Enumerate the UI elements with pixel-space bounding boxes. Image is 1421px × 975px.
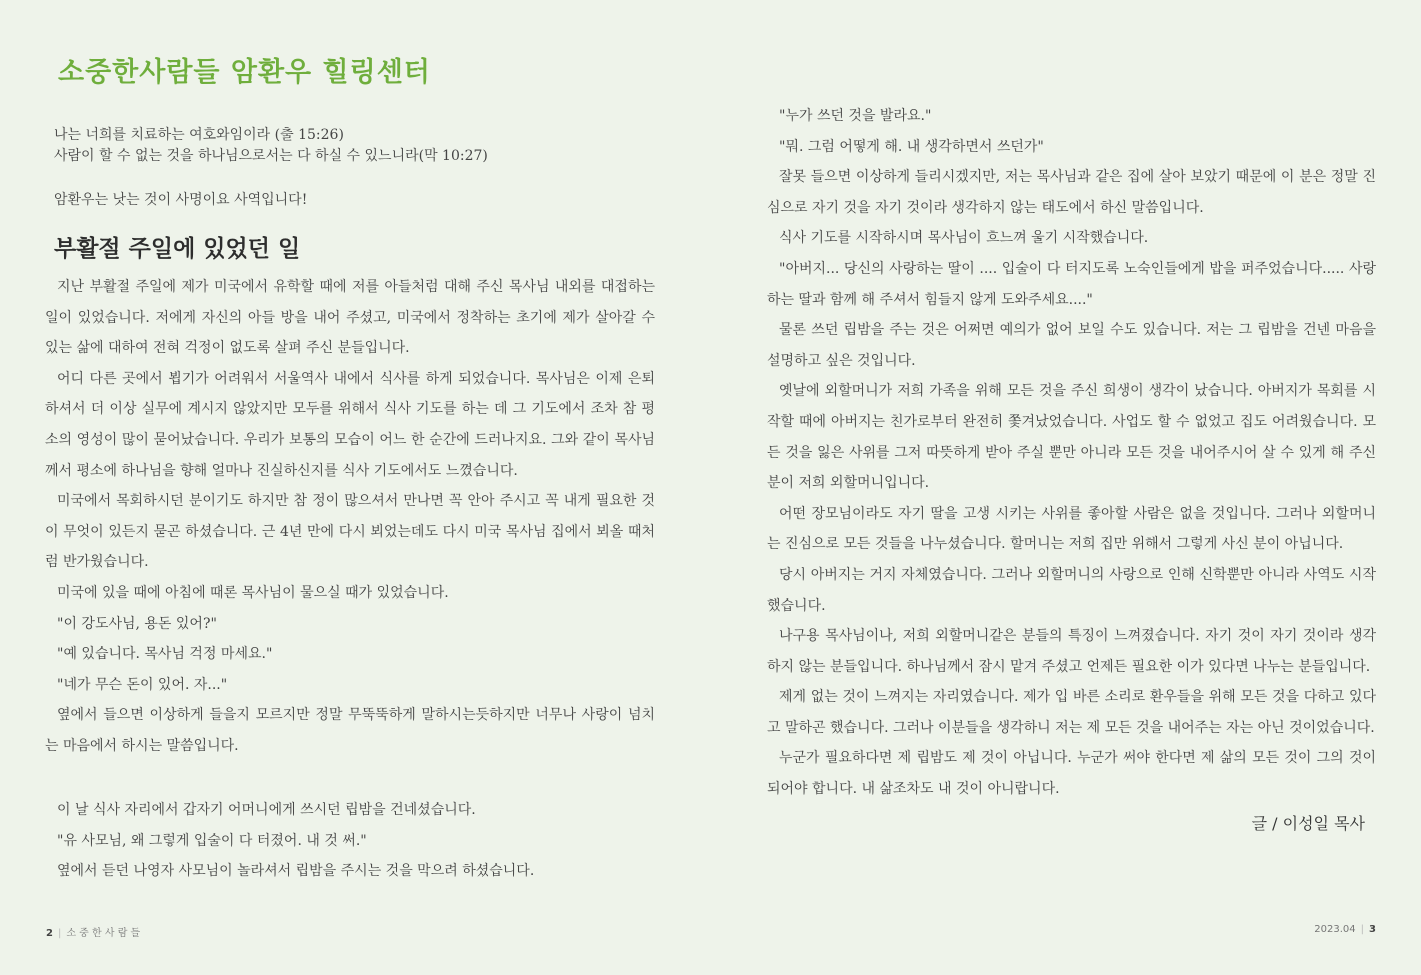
page-footer [46, 924, 140, 939]
paragraph: 나구용 목사님이나, 저희 외할머니같은 분들의 특징이 느껴졌습니다. 자기 것이 자기 것이라 생각하지 않는 분들입니다. 하나님께서 잠시 맡겨 주셨고 언제든 필요한 이가 있다면 나누는 분들입니다. [767, 628, 1376, 675]
page-number: 2 [46, 928, 53, 939]
mission-statement: 암환우는 낫는 것이 사명이요 사역입니다! [54, 192, 308, 208]
article-body [45, 272, 655, 762]
author-signature: 글 / 이성일 목사 [1251, 814, 1365, 833]
magazine-name: 소 중 한 사 람 들 [66, 928, 141, 939]
paragraph: "아버지... 당신의 사랑하는 딸이 .... 입술이 다 터지도록 노숙인들에게 밥을 퍼주었습니다..... 사랑하는 딸과 함께 해 주셔서 힘들지 않게 도와주세요...." [767, 260, 1376, 308]
paragraph: 옆에서 들으면 이상하게 들을지 모르지만 정말 무뚝뚝하게 말하시는듯하지만 너무나 사랑이 넘치는 마음에서 하시는 말씀입니다. [45, 707, 655, 754]
issue-date: 2023.04 [1314, 924, 1356, 935]
paragraph: 식사 기도를 시작하시며 목사님이 흐느껴 울기 시작했습니다. [779, 230, 1149, 247]
paragraph: "뭐. 그럼 어떻게 해. 내 생각하면서 쓰던가" [779, 138, 1044, 155]
paragraph: 어떤 장모님이라도 자기 딸을 고생 시키는 사위를 좋아할 사람은 없을 것입니다. 그러나 외할머니는 진심으로 모든 것들을 나누셨습니다. 할머니는 저희 집만 위해서 그렇게 사신 분이 아닙니다. [767, 505, 1376, 553]
left-page [0, 0, 710, 975]
paragraph: "유 사모님, 왜 그렇게 입술이 다 터졌어. 내 것 써." [57, 832, 367, 849]
paragraph: 미국에 있을 때에 아침에 때론 목사님이 물으실 때가 있었습니다. [57, 584, 449, 601]
verse-line: 나는 너희를 치료하는 여호와임이라 (출 15:26) [54, 127, 344, 143]
paragraph: 제게 없는 것이 느껴지는 자리였습니다. 제가 입 바른 소리로 환우들을 위해 모든 것을 다하고 있다고 말하곤 했습니다. 그러나 이분들을 생각하니 저는 제 모든 것을 내어주는 자는 아닌 것이었습니다. [767, 689, 1376, 736]
page-number: 3 [1369, 924, 1376, 935]
paragraph: 지난 부활절 주일에 제가 미국에서 유학할 때에 저를 아들처럼 대해 주신 목사님 내외를 대접하는 일이 있었습니다. 저에게 자신의 아들 방을 내어 주셨고, 미국에서 정착하는 초기에 제가 살아갈 수 있는 삶에 대하여 전혀 걱정이 없도록 살펴 주신 분들입니다. [45, 279, 655, 357]
footer-separator: | [57, 928, 62, 939]
article-heading: 부활절 주일에 있었던 일 [54, 235, 301, 262]
paragraph: 옛날에 외할머니가 저희 가족을 위해 모든 것을 주신 희생이 생각이 났습니다. 아버지가 목회를 시작할 때에 아버지는 친가로부터 완전히 쫓겨났었습니다. 사업도 할 수 없었고 집도 어려웠습니다. 모든 것을 잃은 사위를 그저 따뜻하게 받아 주실 뿐만 아니라 모든 것을 내어주시어 살 수 있게 해 주신 분이 저희 외할머니입니다. [767, 383, 1376, 492]
paragraph: 물론 쓰던 립밤을 주는 것은 어쩌면 예의가 없어 보일 수도 있습니다. 저는 그 립밤을 건넨 마음을 설명하고 싶은 것입니다. [767, 322, 1376, 369]
paragraph: 잘못 들으면 이상하게 들리시겠지만, 저는 목사님과 같은 집에 살아 보았기 때문에 이 분은 정말 진심으로 자기 것을 자기 것이라 생각하지 않는 태도에서 하신 말씀입니다. [767, 169, 1376, 216]
right-page [711, 0, 1421, 975]
footer-separator: | [1360, 924, 1365, 935]
bible-verses [54, 125, 488, 167]
page-footer [1314, 924, 1376, 935]
paragraph: 미국에서 목회하시던 분이기도 하지만 참 정이 많으셔서 만나면 꼭 안아 주시고 꼭 내게 필요한 것이 무엇이 있든지 묻곤 하셨습니다. 근 4년 만에 다시 뵈었는데도 다시 미국 목사님 집에서 뵈올 때처럼 반가웠습니다. [45, 493, 655, 571]
page-title: 소중한사람들 암환우 힐링센터 [58, 57, 431, 88]
article-body [767, 101, 1376, 805]
paragraph: "예 있습니다. 목사님 걱정 마세요." [57, 646, 273, 663]
verse-line: 사람이 할 수 없는 것을 하나님으로서는 다 하실 수 있느니라(막 10:27) [54, 148, 488, 164]
paragraph: 옆에서 듣던 나영자 사모님이 놀라셔서 립밤을 주시는 것을 막으려 하셨습니다. [57, 863, 535, 880]
paragraph: 당시 아버지는 거지 자체였습니다. 그러나 외할머니의 사랑으로 인해 신학뿐만 아니라 사역도 시작했습니다. [767, 566, 1376, 614]
paragraph: "누가 쓰던 것을 발라요." [779, 108, 932, 124]
paragraph: "네가 무슨 돈이 있어. 자..." [57, 676, 228, 693]
paragraph: 이 날 식사 자리에서 갑자기 어머니에게 쓰시던 립밤을 건네셨습니다. [57, 802, 476, 818]
article-body-continued [45, 795, 655, 887]
paragraph: "이 강도사님, 용돈 있어?" [57, 615, 217, 632]
paragraph: 누군가 필요하다면 제 립밤도 제 것이 아닙니다. 누군가 써야 한다면 제 삶의 모든 것이 그의 것이 되어야 합니다. 내 삶조차도 내 것이 아니랍니다. [767, 750, 1376, 798]
paragraph: 어디 다른 곳에서 뵙기가 어려워서 서울역사 내에서 식사를 하게 되었습니다. 목사님은 이제 은퇴하셔서 더 이상 실무에 계시지 않았지만 모두를 위해서 식사 기도를 하는 데 그 기도에서 조차 참 평소의 영성이 많이 묻어났습니다. 우리가 보통의 모습이 어느 한 순간에 드러나지요. 그와 같이 목사님께서 평소에 하나님을 향해 얼마나 진실하신지를 식사 기도에서도 느꼈습니다. [45, 370, 655, 479]
